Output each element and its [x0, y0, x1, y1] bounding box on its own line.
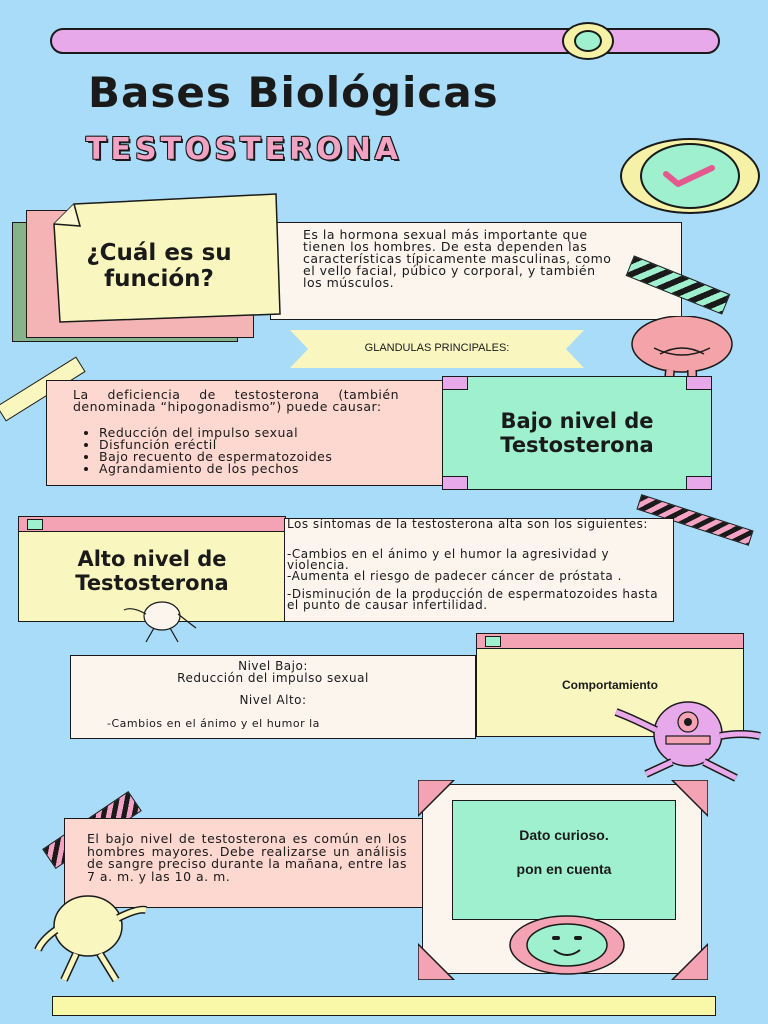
- fun-fact-title-2: pon en cuenta: [516, 861, 612, 877]
- bottom-bar-decoration: [52, 996, 716, 1016]
- high-level-intro: Los síntomas de la testosterona alta son los siguientes:: [287, 517, 648, 531]
- page-subtitle: TESTOSTERONA: [86, 132, 403, 167]
- low-level-intro: La deficiencia de testosterona (también denominada “hipogonadismo”) puede causar:: [73, 387, 399, 414]
- small-character-white: [118, 598, 202, 646]
- low-level-title-card: [442, 376, 712, 490]
- behavior-text-box: [70, 655, 476, 739]
- corner-tab: [442, 476, 468, 490]
- smiley-icon: [508, 914, 626, 976]
- high-level-line: -Disminución de la producción de espermatozoides hasta el punto de causar infertilidad.: [287, 587, 659, 612]
- list-item: • Bajo recuento de espermatozoides: [99, 451, 439, 463]
- function-text: Es la hormona sexual más importante que tienen los hombres. De esta dependen las características típicamente masculinas, como el vello facial, púbico y corporal, y también los músculos.: [303, 227, 612, 290]
- corner-tab: [442, 376, 468, 390]
- list-item: • Agrandamiento de los pechos: [99, 463, 439, 475]
- window-icon: [27, 519, 43, 530]
- function-text-box: [270, 222, 682, 320]
- top-scrollbar-decoration: [50, 28, 720, 54]
- low-level-list: [77, 427, 439, 475]
- window-titlebar: [19, 517, 285, 532]
- corner-tab: [686, 476, 712, 490]
- list-item: • Disfunción eréctil: [99, 439, 439, 451]
- behavior-high-label: Nivel Alto:: [239, 693, 307, 707]
- behavior-window-title: Comportamiento: [562, 678, 658, 692]
- blob-character-yellow: [24, 890, 160, 986]
- alien-character-pink: [606, 698, 764, 784]
- high-level-title: Alto nivel de Testosterona: [75, 547, 229, 595]
- high-level-text-box: [284, 518, 674, 622]
- fun-fact-title-card: [452, 800, 676, 920]
- window-titlebar: [477, 634, 743, 649]
- high-level-line: -Cambios en el ánimo y el humor la agresividad y violencia.: [287, 547, 610, 572]
- function-question: ¿Cuál es su función?: [86, 240, 232, 292]
- list-item: • Reducción del impulso sexual: [99, 427, 439, 439]
- high-level-line: -Aumenta el riesgo de padecer cáncer de próstata .: [287, 569, 622, 583]
- top-knob-decoration: [562, 22, 614, 60]
- low-level-title: Bajo nivel de Testosterona: [500, 409, 654, 457]
- low-level-text-box: [46, 380, 446, 486]
- behavior-low-text: Reducción del impulso sexual: [177, 671, 369, 685]
- behavior-low-label: Nivel Bajo:: [238, 659, 308, 673]
- fun-fact-title-1: Dato curioso.: [519, 827, 609, 843]
- window-icon: [485, 636, 501, 647]
- fun-fact-text: El bajo nivel de testosterona es común en los hombres mayores. Debe realizarse un análisis de sangre preciso durante la mañana, entre las 7 a. m. y las 10 a. m.: [87, 831, 408, 884]
- corner-tab: [686, 376, 712, 390]
- page-title: Bases Biológicas: [88, 68, 499, 117]
- behavior-high-text: -Cambios en el ánimo y el humor la: [107, 717, 320, 730]
- banner-label: GLANDULAS PRINCIPALES:: [364, 342, 510, 354]
- check-icon: [660, 160, 720, 190]
